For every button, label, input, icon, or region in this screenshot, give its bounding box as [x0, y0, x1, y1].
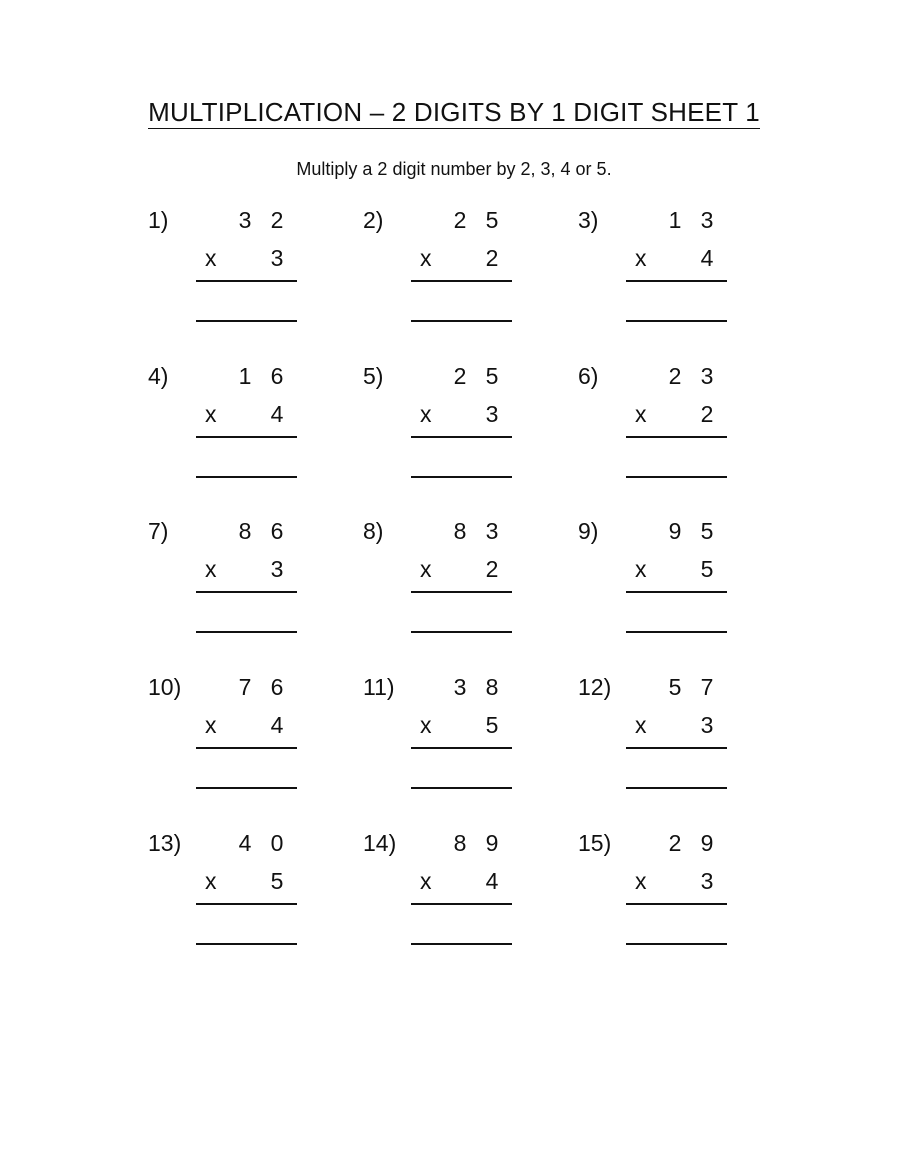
- multiplier-digit: 3: [270, 245, 284, 271]
- answer-blank[interactable]: [626, 787, 727, 789]
- problem-number: 8): [363, 518, 384, 544]
- problem-11: [363, 672, 543, 812]
- ones-digit: 6: [270, 363, 284, 389]
- product-rule: [626, 903, 727, 905]
- problem-1: [148, 205, 328, 345]
- product-rule: [196, 747, 297, 749]
- times-sign: x: [635, 868, 647, 894]
- ones-digit: 9: [700, 830, 714, 856]
- ones-digit: 8: [485, 674, 499, 700]
- times-sign: x: [205, 556, 217, 582]
- answer-blank[interactable]: [411, 943, 512, 945]
- ones-digit: 9: [485, 830, 499, 856]
- tens-digit: 7: [238, 674, 252, 700]
- multiplier-digit: 3: [485, 401, 499, 427]
- problem-number: 4): [148, 363, 169, 389]
- times-sign: x: [205, 245, 217, 271]
- problem-number: 3): [578, 207, 599, 233]
- product-rule: [626, 747, 727, 749]
- answer-blank[interactable]: [411, 320, 512, 322]
- multiplier-digit: 4: [270, 401, 284, 427]
- tens-digit: 3: [238, 207, 252, 233]
- answer-blank[interactable]: [411, 476, 512, 478]
- answer-blank[interactable]: [196, 320, 297, 322]
- times-sign: x: [420, 556, 432, 582]
- problem-8: [363, 516, 543, 656]
- multiplier-digit: 3: [270, 556, 284, 582]
- tens-digit: 8: [238, 518, 252, 544]
- times-sign: x: [420, 245, 432, 271]
- times-sign: x: [635, 712, 647, 738]
- tens-digit: 1: [668, 207, 682, 233]
- ones-digit: 5: [485, 207, 499, 233]
- answer-blank[interactable]: [411, 787, 512, 789]
- answer-blank[interactable]: [196, 631, 297, 633]
- tens-digit: 2: [453, 363, 467, 389]
- product-rule: [196, 591, 297, 593]
- times-sign: x: [635, 245, 647, 271]
- problem-4: [148, 361, 328, 501]
- ones-digit: 5: [700, 518, 714, 544]
- multiplier-digit: 5: [485, 712, 499, 738]
- multiplier-digit: 4: [270, 712, 284, 738]
- times-sign: x: [420, 712, 432, 738]
- answer-blank[interactable]: [196, 943, 297, 945]
- times-sign: x: [635, 556, 647, 582]
- tens-digit: 1: [238, 363, 252, 389]
- tens-digit: 8: [453, 518, 467, 544]
- multiplier-digit: 2: [700, 401, 714, 427]
- tens-digit: 2: [668, 830, 682, 856]
- tens-digit: 2: [453, 207, 467, 233]
- tens-digit: 3: [453, 674, 467, 700]
- product-rule: [196, 903, 297, 905]
- ones-digit: 3: [485, 518, 499, 544]
- ones-digit: 3: [700, 207, 714, 233]
- ones-digit: 6: [270, 674, 284, 700]
- product-rule: [411, 436, 512, 438]
- worksheet-instructions: Multiply a 2 digit number by 2, 3, 4 or 5.: [296, 159, 612, 179]
- answer-blank[interactable]: [626, 631, 727, 633]
- multiplier-digit: 4: [700, 245, 714, 271]
- answer-blank[interactable]: [196, 476, 297, 478]
- problem-number: 6): [578, 363, 599, 389]
- product-rule: [196, 436, 297, 438]
- times-sign: x: [635, 401, 647, 427]
- times-sign: x: [420, 401, 432, 427]
- multiplier-digit: 2: [485, 245, 499, 271]
- problem-2: [363, 205, 543, 345]
- problem-10: [148, 672, 328, 812]
- ones-digit: 3: [700, 363, 714, 389]
- tens-digit: 2: [668, 363, 682, 389]
- multiplier-digit: 5: [700, 556, 714, 582]
- ones-digit: 5: [485, 363, 499, 389]
- problem-3: [578, 205, 758, 345]
- problem-5: [363, 361, 543, 501]
- problem-number: 9): [578, 518, 599, 544]
- answer-blank[interactable]: [411, 631, 512, 633]
- answer-blank[interactable]: [196, 787, 297, 789]
- product-rule: [411, 280, 512, 282]
- problem-13: [148, 828, 328, 968]
- multiplier-digit: 2: [485, 556, 499, 582]
- product-rule: [626, 591, 727, 593]
- times-sign: x: [420, 868, 432, 894]
- problem-number: 11): [363, 674, 395, 700]
- times-sign: x: [205, 868, 217, 894]
- ones-digit: 2: [270, 207, 284, 233]
- multiplier-digit: 3: [700, 868, 714, 894]
- problem-number: 10): [148, 674, 182, 700]
- product-rule: [411, 747, 512, 749]
- problem-number: 15): [578, 830, 612, 856]
- ones-digit: 0: [270, 830, 284, 856]
- problem-number: 1): [148, 207, 169, 233]
- problem-9: [578, 516, 758, 656]
- worksheet-title-text: MULTIPLICATION – 2 DIGITS BY 1 DIGIT SHEET 1: [148, 97, 760, 127]
- problem-number: 13): [148, 830, 182, 856]
- times-sign: x: [205, 401, 217, 427]
- tens-digit: 4: [238, 830, 252, 856]
- problem-12: [578, 672, 758, 812]
- answer-blank[interactable]: [626, 943, 727, 945]
- product-rule: [411, 591, 512, 593]
- tens-digit: 9: [668, 518, 682, 544]
- problem-number: 14): [363, 830, 397, 856]
- problem-6: [578, 361, 758, 501]
- problem-number: 2): [363, 207, 384, 233]
- product-rule: [411, 903, 512, 905]
- problem-number: 7): [148, 518, 169, 544]
- times-sign: x: [205, 712, 217, 738]
- problem-15: [578, 828, 758, 968]
- problem-number: 5): [363, 363, 384, 389]
- answer-blank[interactable]: [626, 476, 727, 478]
- product-rule: [196, 280, 297, 282]
- multiplier-digit: 4: [485, 868, 499, 894]
- product-rule: [626, 280, 727, 282]
- problem-14: [363, 828, 543, 968]
- multiplier-digit: 5: [270, 868, 284, 894]
- problem-7: [148, 516, 328, 656]
- problem-number: 12): [578, 674, 612, 700]
- tens-digit: 8: [453, 830, 467, 856]
- ones-digit: 7: [700, 674, 714, 700]
- ones-digit: 6: [270, 518, 284, 544]
- product-rule: [626, 436, 727, 438]
- answer-blank[interactable]: [626, 320, 727, 322]
- multiplier-digit: 3: [700, 712, 714, 738]
- tens-digit: 5: [668, 674, 682, 700]
